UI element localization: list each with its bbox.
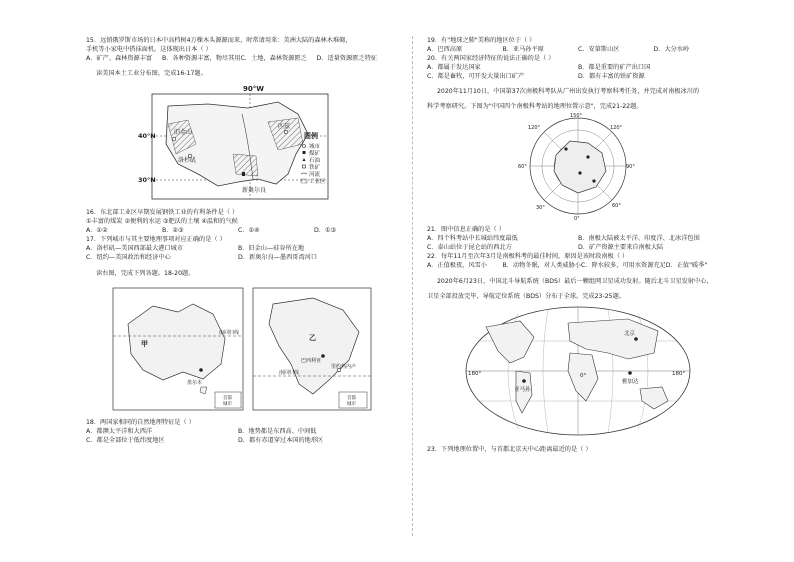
question-20-stem: 20．有关两国家经济特征的说法正确的是（ ） [427, 55, 555, 62]
label-jia: 甲 [141, 339, 148, 348]
question-19-options [427, 45, 729, 54]
legend-capital-2: 首都 [347, 395, 356, 401]
intro-23-25-line1: 2020年6月23日，中国北斗导航系统（BDS）最后一颗组网卫星成功发射。随后北斗卫星发射中心， [437, 277, 713, 285]
city-label-new-orleans: 新奥尔良 [242, 187, 267, 195]
option-d[interactable]: D．大分水岭 [653, 46, 690, 53]
question-15-options [86, 54, 390, 63]
question-15-stem: 15．远销俄罗斯市场的日本中高档树4万棵木头源源而来，时常请用来：美洲大陆的森林木堆砌， [86, 37, 352, 44]
city-dot [284, 131, 288, 135]
lon-label-180w: 180° [468, 370, 482, 377]
city-label-c: 亚马孙 [514, 386, 531, 393]
option-a[interactable]: A．四个科考站中长城站纬度最低 [427, 235, 518, 243]
question-22-options [427, 261, 729, 270]
option-b[interactable]: B．都是重要的矿产出口国 [578, 64, 651, 71]
legend-coal: 煤矿 [309, 151, 321, 158]
question-15-stem-cont: 手机等小家电中搭抹面机。这体现出日本（ ） [86, 46, 212, 53]
intro-21-22-line2: 科学考察研究。下图为"中国四个南极科考站的地理位置示意"，完成21-22题。 [427, 103, 643, 111]
option-a[interactable]: A．矿产、森林资源丰富 [86, 55, 153, 62]
option-b[interactable]: B．南极大陆被太平洋、印度洋、北冰洋包围 [578, 235, 700, 243]
question-21-stem: 21．图中信息正确的是（ ） [427, 226, 505, 234]
option-a[interactable]: A．都属于发达国家 [427, 64, 481, 71]
city-label-melbourne: 墨尔本 [187, 379, 203, 386]
map-note-18-20: 读右图，完成下列各题。18-20题。 [96, 269, 195, 277]
legend-city-icon [303, 145, 306, 148]
question-18-stem: 18．两国家相同的自然地理特征是（ ） [86, 418, 195, 426]
city-dot [321, 354, 325, 358]
deg-label-30: 30° [536, 205, 545, 212]
deg-label-120a: 120° [610, 125, 623, 132]
option-c[interactable]: C．泰山站位于昆仑站的西北方 [427, 244, 512, 252]
legend-city: 城市 [309, 144, 321, 151]
option-b[interactable]: B．动物冬眠，对人类威胁小 [502, 262, 581, 270]
city-label-sf: 旧金山 [174, 129, 193, 137]
map-note-16-17: 读美国本土工业分布图，完成16-17题。 [96, 70, 207, 78]
question-18-options-row1 [86, 427, 390, 436]
deg-label-150: 150° [570, 113, 583, 120]
question-23-stem: 23．下列地理位置中，与首都北京天中心距离最近的是（ ） [427, 445, 592, 453]
left-column [86, 36, 390, 445]
question-17-options-row1 [86, 244, 390, 253]
city-label-a: 北京 [624, 330, 636, 337]
question-16-sub: ①丰富的煤炭 ②便利的水运 ③肥沃的土壤 ④温和的气候 [86, 218, 238, 226]
legend-industry-icon [301, 179, 307, 183]
deg-label-90: 90° [626, 164, 635, 171]
city-label-pittsburgh: 匹兹 [278, 123, 291, 131]
legend-coal-icon [303, 151, 306, 154]
oil-symbol [242, 172, 245, 176]
deg-label-60b: 60° [518, 164, 527, 171]
option-b[interactable]: B．各种资源丰富，物尽其用 [162, 55, 241, 62]
deg-label-0: 0° [574, 216, 580, 222]
question-20-options-row1 [427, 63, 729, 72]
legend-city-2: 城市 [347, 401, 356, 407]
option-d[interactable]: D．矿产资源主要来自南极大陆 [578, 244, 664, 252]
legend-iron: 铁矿 [309, 165, 321, 172]
right-column [427, 36, 729, 454]
label-yi: 乙 [309, 333, 316, 342]
city-dot [634, 337, 638, 341]
question-19-stem: 19．有"地球之肺"美称的地区位于（ ） [427, 37, 536, 44]
lon-90w-label: 90°W [243, 85, 264, 94]
option-a[interactable]: A．巴西高原 [427, 46, 463, 53]
legend-river: 河流 [309, 172, 321, 179]
legend-capital: 首都 [223, 395, 232, 401]
legend-title: 图例 [304, 132, 318, 141]
option-d[interactable]: D．正值"暖季" [665, 262, 708, 270]
question-16-options [86, 226, 390, 235]
antarctica-polar-map [518, 111, 638, 221]
option-a[interactable]: A．①② [86, 227, 108, 235]
option-c[interactable]: C．土地，森林资源匮乏 [240, 55, 307, 62]
option-c[interactable]: C．都是全部位于低纬度地区 [86, 436, 165, 444]
city-label-b: 雅加达 [622, 378, 639, 385]
option-c[interactable]: C．纽约—美国政治和经济中心 [86, 254, 171, 262]
industry-zone-south [233, 154, 258, 176]
option-b[interactable]: B．②③ [162, 227, 184, 235]
tropic-label-brazil: 南回归线 [279, 369, 300, 376]
option-d[interactable]: D．都有丰富的铁矿资源 [578, 73, 645, 80]
column-divider [412, 36, 413, 536]
option-c[interactable]: C．都是畜牧，可开发大量出口矿产 [427, 73, 525, 80]
lat-30n-label: 30°N [138, 176, 156, 185]
station-dot [564, 148, 567, 151]
question-16-stem: 16．东北部工业区早期发展钢铁工业的有利条件是（ ） [86, 209, 239, 217]
legend-city: 城市 [223, 401, 232, 407]
option-d[interactable]: D．都有赤道穿过本国的地形区 [238, 436, 324, 444]
option-a[interactable]: A．都濒太平洋和大西洋 [86, 427, 153, 435]
city-dot [199, 368, 203, 372]
usa-industry-map [138, 84, 338, 204]
city-label-brasilia: 巴西利亚 [301, 357, 322, 364]
option-d[interactable]: D．适量资源匮乏特征 [316, 55, 377, 62]
option-b[interactable]: B．地势都是东西高、中间低 [238, 427, 317, 435]
legend-industry: 工业区 [309, 179, 326, 186]
station-dot [592, 180, 595, 183]
city-label-rio: 里约热内卢 [331, 363, 357, 370]
question-17-options-row2 [86, 253, 390, 262]
option-c[interactable]: C．①④ [238, 227, 260, 235]
option-a[interactable]: A．正值极夜，风雪小 [427, 262, 487, 270]
option-b[interactable]: B．亚马孙平原 [502, 46, 544, 53]
option-b[interactable]: B．旧金山—硅谷所在地 [238, 245, 305, 253]
question-20-options-row2 [427, 72, 729, 81]
station-dot [578, 172, 581, 175]
question-18-options-row2 [86, 436, 390, 445]
australia-brazil-map [103, 284, 373, 414]
lon-label-0: 0° [580, 372, 587, 379]
option-d[interactable]: D．①③ [314, 227, 337, 235]
deg-label-60: 60° [612, 203, 621, 210]
question-21-options-row1 [427, 234, 729, 243]
city-dot [628, 371, 632, 375]
legend-oil: 石油 [309, 158, 321, 165]
option-c[interactable]: C．降水较多，可用水资源充足 [581, 262, 666, 270]
city-label-la: 洛杉矶 [178, 157, 197, 165]
city-dot [172, 138, 176, 142]
lon-label-180e: 180° [672, 370, 686, 377]
lat-40n-label: 40°N [138, 132, 156, 141]
question-17-stem: 17．下列城市与其主要地理事项对应正确的是（ ） [86, 236, 226, 244]
world-map [458, 301, 698, 441]
city-dot [522, 379, 526, 383]
intro-21-22-line1: 2020年11月10日，中国第37次南极科考队从广州出发执行考察科考任务，并完成对南极冰川的 [437, 88, 700, 96]
option-d[interactable]: D．新奥尔良—墨西哥湾河口 [238, 254, 318, 262]
intro-23-25-line2: 卫星全部投放完毕，导航定位系统（BDS）分布于全球。完成23-25题。 [427, 292, 625, 300]
option-c[interactable]: C．安第斯山区 [578, 46, 620, 53]
station-dot [586, 156, 589, 159]
question-22-stem: 22．每年11月至次年3月是南极科考的最佳时间，原因是该时段南极（ ） [427, 253, 629, 261]
option-a[interactable]: A．洛杉矶—美国西部最大港口城市 [86, 245, 184, 253]
question-21-options-row2 [427, 243, 729, 252]
deg-label-120b: 120° [528, 125, 541, 132]
tropic-label-aus: 南回归线 [219, 329, 240, 336]
